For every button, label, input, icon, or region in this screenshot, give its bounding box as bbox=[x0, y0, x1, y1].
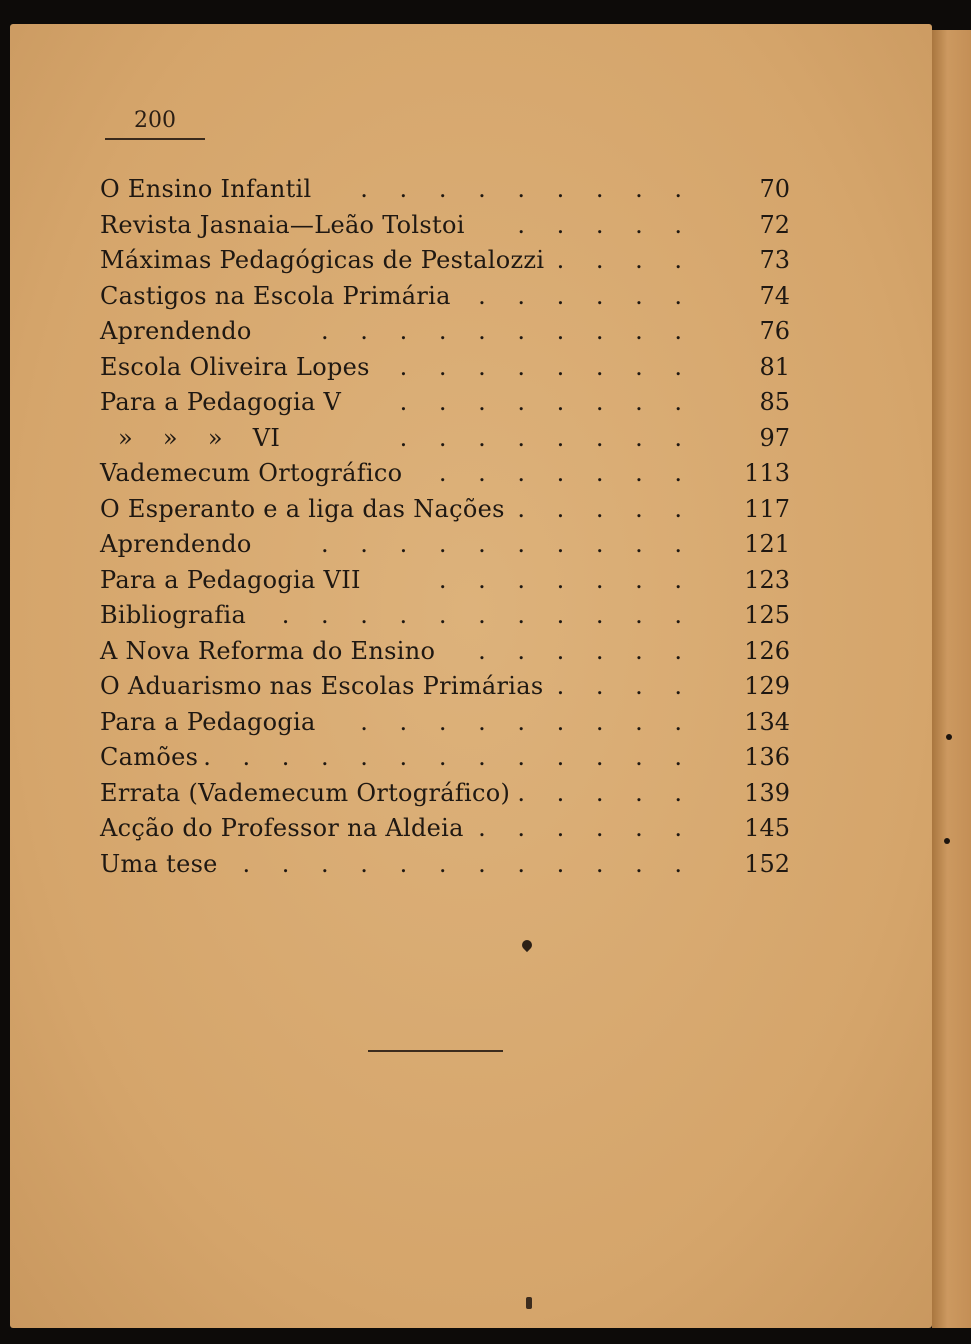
toc-entry-title: O Esperanto e a liga das Nações bbox=[100, 494, 505, 523]
toc-entry-title: Para a Pedagogia bbox=[100, 707, 316, 736]
toc-leader-dots: . . . . . bbox=[517, 494, 694, 523]
toc-entry-page: 125 bbox=[744, 601, 790, 629]
toc-leader-dots: . . . . . . . bbox=[438, 565, 694, 594]
toc-entry bbox=[100, 492, 790, 528]
toc-entry bbox=[100, 776, 790, 812]
toc-leader-dots: . . . . . . . . . . . . . bbox=[203, 743, 694, 771]
toc-leader-dots: . . . . . bbox=[517, 210, 694, 239]
toc-entry-page: 123 bbox=[744, 565, 790, 594]
toc-entry-page: 113 bbox=[744, 459, 790, 487]
toc-entry-title: Revista Jasnaia—Leão Tolstoi bbox=[100, 210, 465, 239]
toc-entry-page: 126 bbox=[744, 636, 790, 665]
toc-entry bbox=[100, 811, 790, 847]
toc-leader-dots: . . . . . . . . bbox=[399, 352, 694, 381]
toc-entry bbox=[100, 456, 790, 492]
toc-leader-dots: . . . . . . . . . . . bbox=[281, 601, 694, 629]
toc-entry bbox=[100, 421, 790, 457]
toc-leader-dots: . . . . . . . . . . . . bbox=[242, 849, 694, 878]
toc-entry-title: O Aduarismo nas Escolas Primárias bbox=[100, 672, 544, 700]
toc-entry-page: 121 bbox=[744, 530, 790, 558]
toc-entry bbox=[100, 598, 790, 634]
page-number-rule bbox=[105, 138, 205, 140]
toc-entry-title: Aprendendo bbox=[100, 530, 252, 558]
toc-entry-page: 73 bbox=[759, 246, 790, 274]
toc-entry-title: Castigos na Escola Primária bbox=[100, 281, 451, 310]
adjacent-page-edge bbox=[932, 30, 971, 1328]
toc-entry-title: Para a Pedagogia V bbox=[100, 388, 342, 416]
toc-entry-page: 152 bbox=[744, 849, 790, 878]
toc-entry bbox=[100, 314, 790, 350]
toc-entry bbox=[100, 669, 790, 705]
toc-entry-title: Uma tese bbox=[100, 849, 218, 878]
toc-leader-dots: . . . . . . . . . . bbox=[321, 317, 694, 345]
toc-entry-page: 129 bbox=[744, 672, 790, 700]
toc-leader-dots: . . . . . . . . bbox=[399, 388, 694, 416]
toc-leader-dots: . . . . . . bbox=[478, 814, 694, 842]
edge-mark bbox=[946, 734, 952, 740]
toc-leader-dots: . . . . . . bbox=[478, 636, 694, 665]
toc-entry bbox=[100, 385, 790, 421]
toc-leader-dots: . . . . . . . bbox=[438, 459, 694, 487]
toc-entry bbox=[100, 634, 790, 670]
toc-entry bbox=[100, 563, 790, 599]
toc-entry-title: Máximas Pedagógicas de Pestalozzi bbox=[100, 246, 545, 274]
toc-entry-page: 145 bbox=[744, 814, 790, 842]
toc-entry-title: O Ensino Infantil bbox=[100, 175, 312, 203]
toc-entry bbox=[100, 172, 790, 208]
toc-entry-title: Para a Pedagogia VII bbox=[100, 565, 361, 594]
bottom-mark bbox=[526, 1297, 532, 1309]
edge-mark bbox=[944, 838, 950, 844]
toc-entry-title: » » » VI bbox=[118, 423, 281, 452]
toc-entry-page: 81 bbox=[759, 352, 790, 381]
toc-leader-dots: . . . . . . . . . . bbox=[321, 530, 694, 558]
toc-entry bbox=[100, 527, 790, 563]
toc-leader-dots: . . . . . . . . bbox=[399, 423, 694, 452]
toc-entry-title: Camões bbox=[100, 743, 199, 771]
toc-entry-page: 70 bbox=[759, 175, 790, 203]
toc-entry-title: Bibliografia bbox=[100, 601, 247, 629]
toc-entry-page: 85 bbox=[759, 388, 790, 416]
toc-entry bbox=[100, 208, 790, 244]
toc-leader-dots: . . . . . bbox=[517, 778, 694, 807]
toc-entry bbox=[100, 350, 790, 386]
toc-entry-title: Aprendendo bbox=[100, 317, 252, 345]
table-of-contents bbox=[100, 172, 790, 882]
end-rule bbox=[368, 1050, 503, 1052]
toc-leader-dots: . . . . . . bbox=[478, 281, 694, 310]
toc-entry-title: Escola Oliveira Lopes bbox=[100, 352, 370, 381]
toc-entry bbox=[100, 847, 790, 883]
toc-entry-page: 72 bbox=[759, 210, 790, 239]
toc-entry-page: 136 bbox=[744, 743, 790, 771]
toc-entry-page: 97 bbox=[759, 423, 790, 452]
toc-leader-dots: . . . . . . . . . bbox=[360, 707, 694, 736]
toc-entry-page: 139 bbox=[744, 778, 790, 807]
toc-entry bbox=[100, 705, 790, 741]
toc-entry bbox=[100, 243, 790, 279]
toc-entry-title: Acção do Professor na Aldeia bbox=[100, 814, 464, 842]
toc-entry-page: 117 bbox=[744, 494, 790, 523]
toc-entry-page: 134 bbox=[744, 707, 790, 736]
toc-leader-dots: . . . . . . . . . bbox=[360, 175, 694, 203]
toc-entry-title: Vademecum Ortográfico bbox=[100, 459, 403, 487]
toc-leader-dots: . . . . bbox=[556, 672, 694, 700]
toc-entry bbox=[100, 279, 790, 315]
toc-entry-page: 76 bbox=[759, 317, 790, 345]
toc-entry-page: 74 bbox=[759, 281, 790, 310]
toc-entry-title: Errata (Vademecum Ortográfico) bbox=[100, 778, 511, 807]
toc-entry bbox=[100, 740, 790, 776]
page-number: 200 bbox=[134, 108, 176, 133]
toc-leader-dots: . . . . bbox=[556, 246, 694, 274]
toc-entry-title: A Nova Reforma do Ensino bbox=[100, 636, 436, 665]
